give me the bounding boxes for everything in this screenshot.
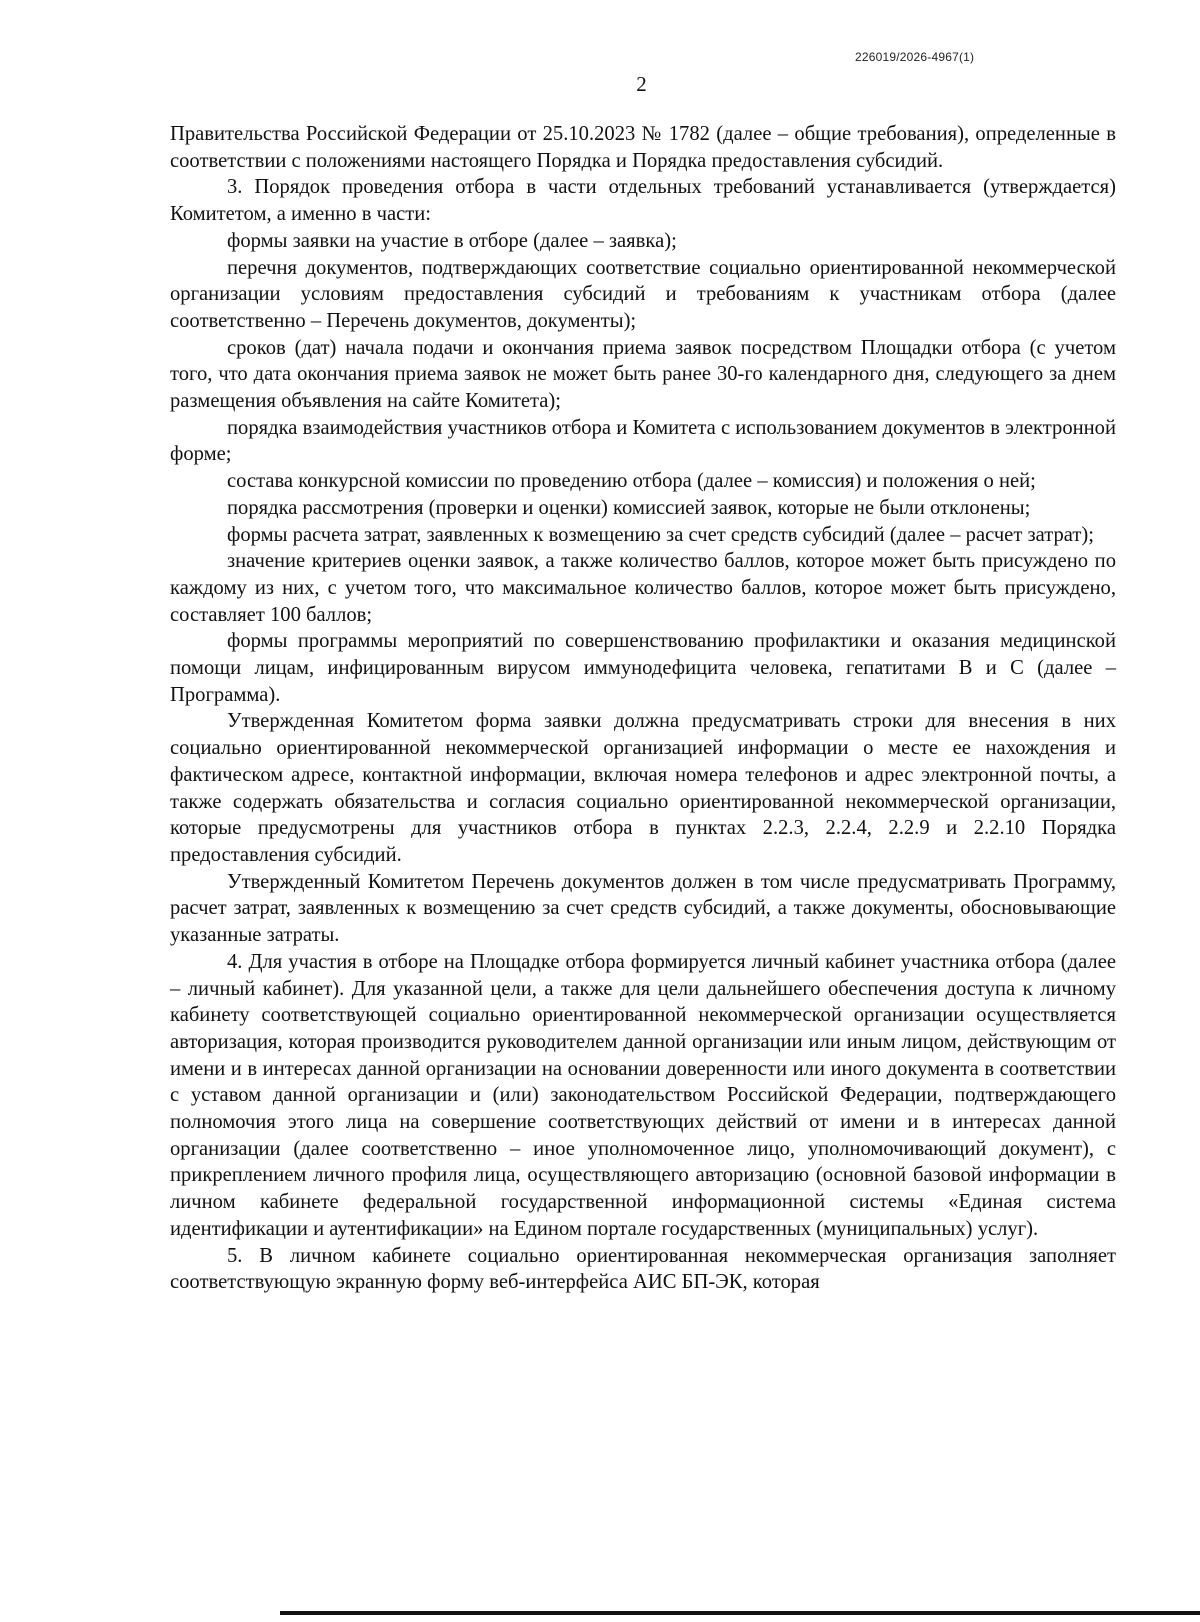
paragraph-documents-list: перечня документов, подтверждающих соответствие социально ориентированной некоммерческой организации условиям предоставления субсидий и требованиям к участникам отбора (далее соответственно – Перечень документов, документы); bbox=[170, 256, 1116, 332]
paragraph-documents-requirements: Утвержденный Комитетом Перечень документов должен в том числе предусматривать Программу, расчет затрат, заявленных к возмещению за счет средств субсидий, а также документы, обосновывающие указанные затраты. bbox=[170, 870, 1116, 947]
paragraph-program-form: формы программы мероприятий по совершенствованию профилактики и оказания медицинской помощи лицам, инфицированным вирусом иммунодефицита человека, гепатитами В и С (далее – Программа). bbox=[170, 630, 1116, 706]
paragraph-review-procedure: порядка рассмотрения (проверки и оценки) комиссией заявок, которые не были отклонены; bbox=[227, 496, 1031, 519]
paragraph-item-4: 4. Для участия в отборе на Площадке отбора формируется личный кабинет участника отбора (далее – личный кабинет). Для указанной цели, а также для цели дальнейшего обеспечения доступа к личному кабинету соответствующей социально ориентированной некоммерческой организации осуществляется авторизация, которая производится руководителем данной организации или иным лицом, действующим от имени и в интересах данной организации на основании доверенности или иного документа в соответствии с уставом данной организации и (или) законодательством Российской Федерации, подтверждающего полномочия этого лица на совершение соответствующих действий от имени и в интересах данной организации (далее соответственно – иное уполномоченное лицо, уполномочивающий документ), с прикреплением личного профиля лица, осуществляющего авторизацию (основной базовой информации в личном кабинете федеральной государственной информационной системы «Единая система идентификации и аутентификации» на Едином портале государственных (муниципальных) услуг). bbox=[170, 950, 1116, 1240]
page-number: 2 bbox=[636, 72, 647, 96]
paragraph-item-3: 3. Порядок проведения отбора в части отдельных требований устанавливается (утверждается) Комитетом, а именно в части: bbox=[170, 176, 1116, 226]
paragraph-deadlines: сроков (дат) начала подачи и окончания приема заявок посредством Площадки отбора (с учетом того, что дата окончания приема заявок не может быть ранее 30-го календарного дня, следующего за днем размещения объявления на сайте Комитета); bbox=[170, 336, 1116, 413]
document-body bbox=[170, 121, 1116, 1296]
paragraph-application-form: формы заявки на участие в отборе (далее – заявка); bbox=[227, 229, 677, 252]
paragraph-interaction-procedure: порядка взаимодействия участников отбора и Комитета с использованием документов в электронной форме; bbox=[170, 416, 1116, 466]
paragraph-cost-calculation: формы расчета затрат, заявленных к возмещению за счет средств субсидий (далее – расчет затрат); bbox=[227, 523, 1094, 546]
scan-bottom-edge-line bbox=[280, 1611, 1200, 1615]
paragraph-continuation: Правительства Российской Федерации от 25.10.2023 № 1782 (далее – общие требования), определенные в соответствии с положениями настоящего Порядка и Порядка предоставления субсидий. bbox=[170, 123, 1116, 172]
paragraph-item-5: 5. В личном кабинете социально ориентированная некоммерческая организация заполняет соответствующую экранную форму веб-интерфейса АИС БП-ЭК, которая bbox=[170, 1244, 1116, 1294]
paragraph-application-requirements: Утвержденная Комитетом форма заявки должна предусматривать строки для внесения в них социально ориентированной некоммерческой организацией информации о месте ее нахождения и фактическом адресе, контактной информации, включая номера телефонов и адрес электронной почты, а также содержать обязательства и согласия социально ориентированной некоммерческой организации, которые предусмотрены для участников отбора в пунктах 2.2.3, 2.2.4, 2.2.9 и 2.2.10 Порядка предоставления субсидий. bbox=[170, 710, 1116, 866]
paragraph-evaluation-criteria: значение критериев оценки заявок, а также количество баллов, которое может быть присуждено по каждому из них, с учетом того, что максимальное количество баллов, которое может быть присуждено, составляет 100 баллов; bbox=[170, 550, 1116, 626]
registration-number: 226019/2026-4967(1) bbox=[855, 50, 975, 64]
paragraph-commission-composition: состава конкурсной комиссии по проведению отбора (далее – комиссия) и положения о ней; bbox=[227, 470, 1036, 493]
